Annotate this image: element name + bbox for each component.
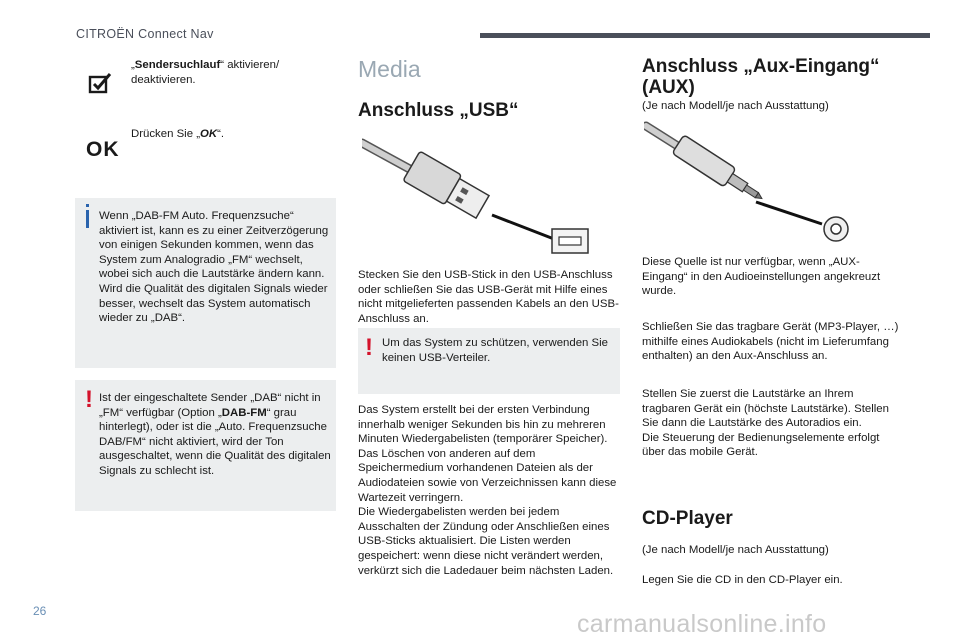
cd-insert-instruction: Legen Sie die CD in den CD-Player ein.	[642, 574, 843, 586]
usb-playlist-info: Das System erstellt bei der ersten Verbindung innerhalb weniger Sekunden bis hin zu mehreren Minuten Wiedergabelisten (temporärer Speicher). Das Löschen von anderen auf dem Speichermedium vorhandenen Dateien als der Audiodateien sowie von Verzeichnissen kann diese Wartezeit verringern. Die Wiedergabelisten werden bei jedem Ausschalten der Zündung oder Anschließen eines USB-Sticks aktualisiert. Die Listen werden gespeichert: wenn diese nicht verändert werden, verkürzt sich die Ladedauer beim nächsten Laden.	[358, 404, 617, 577]
warning-exclamation-icon: !	[85, 386, 93, 413]
aux-volume-instructions: Stellen Sie zuerst die Lautstärke an Ihrem tragbaren Gerät ein (höchste Lautstärke). Stellen Sie dann die Lautstärke des Autoradios ein. Die Steuerung der Bedienungselemente erfolgt über das mobile Gerät.	[642, 388, 889, 459]
step-press-ok: Drücken Sie „OK“.	[131, 128, 225, 140]
watermark: carmanualsonline.info	[577, 610, 827, 638]
info-note-box	[75, 198, 336, 368]
aux-connect-instructions: Schließen Sie das tragbare Gerät (MP3-Player, …) mithilfe eines Audiokabels (nicht im Lieferumfang enthalten) an den Aux-Anschluss an.	[642, 321, 899, 363]
info-note-text: Wenn „DAB-FM Auto. Frequenzsuche“ aktiviert ist, kann es zu einer Zeitverzögerung von einigen Sekunden kommen, wenn das System zum Analogradio „FM“ wechselt, wobei sich auch die Lautstärke ändern kann. Wird die Qualität des digitalen Signals wieder besser, wechselt das System automatisch wieder zu „DAB“.	[99, 210, 329, 325]
ok-icon: OK	[86, 138, 120, 161]
page-number: 26	[33, 604, 47, 618]
checkbox-icon	[88, 72, 114, 94]
aux-source-note: Diese Quelle ist nur verfügbar, wenn „AUX-Eingang“ in den Audioeinstellungen angekreuzt wurde.	[642, 256, 881, 298]
usb-instructions: Stecken Sie den USB-Stick in den USB-Anschluss oder schließen Sie das USB-Gerät mit Hilfe eines nicht mitgelieferten passenden Kabels an den USB-Anschluss an.	[358, 269, 619, 325]
usb-warning-text: Um das System zu schützen, verwenden Sie keinen USB-Verteiler.	[382, 337, 609, 364]
warning-note-box	[75, 380, 336, 511]
usb-illustration	[362, 135, 592, 260]
header-rule	[480, 33, 930, 38]
warning-exclamation-icon: !	[365, 334, 373, 361]
info-icon	[86, 210, 89, 228]
document-header-title: CITROËN Connect Nav	[76, 27, 214, 41]
usb-warning-box	[358, 328, 620, 394]
section-title-media: Media	[358, 56, 421, 82]
cd-availability-note: (Je nach Modell/je nach Ausstattung)	[642, 544, 829, 556]
aux-availability-note: (Je nach Modell/je nach Ausstattung)	[642, 100, 829, 112]
aux-jack-illustration	[644, 120, 854, 245]
heading-usb: Anschluss „USB“	[358, 100, 519, 121]
step-sendersuchlauf: „Sendersuchlauf“ aktivieren/ deaktivieren.	[131, 59, 280, 86]
heading-aux: Anschluss „Aux-Eingang“ (AUX)	[642, 56, 880, 98]
heading-cd-player: CD-Player	[642, 508, 733, 529]
warning-note-text: Ist der eingeschaltete Sender „DAB“ nicht in „FM“ verfügbar (Option „DAB-FM“ grau hinterlegt), oder ist die „Auto. Frequenzsuche DAB/FM“ nicht aktiviert, wird der Ton ausgeschaltet, wenn die Qualität des digitalen Signals zu schlecht ist.	[99, 392, 331, 477]
